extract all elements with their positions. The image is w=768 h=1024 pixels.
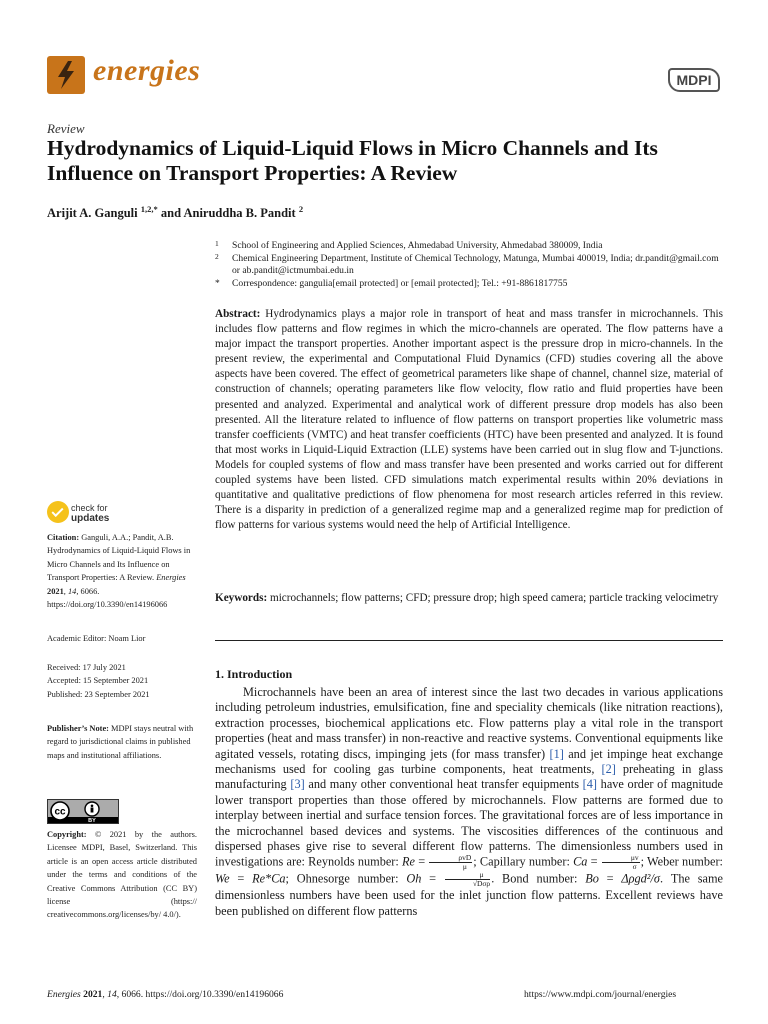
fraction-numerator: μv	[602, 854, 640, 863]
footer-doi-link[interactable]: , 6066. https://doi.org/10.3390/en14196066	[116, 989, 284, 1000]
body-text: and jet impinge heat exchange mechanisms used for cooling gas turbine components, heat treatments,	[215, 746, 724, 777]
citation-link[interactable]: [4]	[582, 777, 597, 792]
author-affiliation-marks: 2	[298, 204, 304, 214]
citation-journal: Energies	[156, 573, 186, 583]
keywords-label: Keywords:	[215, 592, 268, 604]
equation-symbol: Bo	[585, 871, 599, 886]
author-name: Arijit A. Ganguli	[47, 206, 138, 221]
publishers-note-label: Publisher’s Note:	[47, 724, 109, 733]
copyright-text: © 2021 by the authors. Licensee MDPI, Basel, Switzerland. This article is an open access article distributed under the terms and conditions of the Creative Commons Attribution (CC BY) license (https:// creativecommons.org/licenses/by/ 4.0/).	[47, 830, 198, 920]
fraction-numerator: μ	[445, 871, 490, 880]
published-date: Published: 23 September 2021	[47, 689, 150, 699]
article-type: Review	[47, 121, 85, 136]
publishers-note-text: MDPI stays neutral with regard to jurisdictional claims in published maps and institutional affiliations.	[47, 724, 194, 760]
citation-block: Citation: Ganguli, A.A.; Pandit, A.B. Hydrodynamics of Liquid-Liquid Flows in Micro Channels and Its Influence on Transport Properties: A Review. Energies 2021, 14, 6066. https://doi.org/10.3390/en14196066	[47, 533, 191, 610]
equation-expression: Δρgd²/σ	[621, 871, 660, 886]
affiliation-text: School of Engineering and Applied Sciences, Ahmedabad University, Ahmedabad 380009, India	[232, 240, 603, 251]
correspondence-text: Correspondence: gangulia[email protected] or [email protected]; Tel.: +91-8861817755	[232, 277, 568, 289]
affiliation-mark: 2	[215, 251, 219, 261]
fraction-denominator: √Dσρ	[472, 879, 491, 889]
body-text: ; Weber number:	[640, 854, 723, 869]
keywords	[215, 591, 723, 606]
journal-logo-icon	[47, 56, 85, 94]
citation-text: Ganguli, A.A.; Pandit, A.B. Hydrodynamics of Liquid-Liquid Flows in Micro Channels and Its Influence on Transport Properties: A Review.	[47, 533, 191, 583]
footer-journal: Energies	[47, 989, 81, 1000]
equation-expression: Re*Ca	[252, 871, 286, 886]
publication-dates	[47, 661, 197, 701]
affiliation-mark: *	[215, 278, 220, 289]
equation-fraction	[445, 871, 490, 888]
author-affiliation-marks: 1,2,*	[140, 204, 158, 214]
check-updates-icon	[47, 501, 69, 523]
citation-volume: 14	[67, 586, 77, 596]
paper-title: Hydrodynamics of Liquid-Liquid Flows in Micro Channels and Its Influence on Transport Properties: A Review	[47, 136, 658, 185]
equation-symbol: We	[215, 871, 230, 886]
affiliation-text: Chemical Engineering Department, Institute of Chemical Technology, Matunga, Mumbai 400019, India; dr.pandit@gmail.com or ab.pandit@ictmumbai.edu.in	[232, 252, 719, 276]
check-updates-text: check for	[71, 503, 108, 513]
received-date: Received: 17 July 2021	[47, 663, 126, 672]
abstract-label: Abstract:	[215, 308, 261, 320]
body-text: and many other conventional heat transfer equipments	[304, 777, 583, 792]
author-list	[47, 204, 303, 221]
equation-fraction	[429, 854, 472, 871]
author-name: Aniruddha B. Pandit	[183, 206, 296, 221]
abstract	[215, 307, 723, 533]
body-text: ; Capillary number:	[473, 854, 574, 869]
footer-volume: 14	[107, 989, 117, 1000]
cc-by-license-icon[interactable]	[47, 799, 119, 824]
accepted-date: Accepted: 15 September 2021	[47, 676, 149, 686]
fraction-denominator: μ	[462, 862, 467, 872]
citation-doi-link[interactable]: , 6066. https://doi.org/10.3390/en14196066	[47, 586, 168, 610]
introduction-paragraph: Microchannels have been an area of interest since the last two decades in various applications including petroleum industries, emulsification, fine and speciality chemicals (like nitration reactions), extraction processes, biochemical applications etc. Flow patterns play a vital role in the transport properties (heat and mass transfer) in non-reactive and reactive systems. Conventional equipments like agitated vessels, rotating discs, impinging jets (for mass transfer) [1] and jet impinge heat exchange mechanisms used for cooling gas turbine components, heat treatments, [2] preheating in glass manufacturing [3] and many other conventional heat transfer equipments [4] have order of magnitude lower transport properties than those offered by microchannels. Flow patterns are formed due to interplay between inertial and surface tension forces. The gravitational forces are of less importance in the microchannel based devices and systems. The viscosities differences of the continuous and dispersed phases give rise to several different flow patterns. The dimensionless numbers used in investigations are: Reynolds number: Re = $\frac{\text{ρvD}}{\mu}$ ; Capillary number: Ca = $\frac{\mu v}{\sigma}$ ; Weber number: We = Re*Ca; Ohnesorge number: Oh = $\frac{\mu}{\text{√Dσρ}}$ . Bond number: Bo = Δρgd²/σ. The same dimensionless numbers have been used for the inlet junction flow patterns. Excellent reviews have been published on different flow patterns	[215, 685, 724, 918]
body-text: have order of magnitude lower transport properties than those offered by microchannels. Flow patterns are formed due to interplay between inertial and surface tension forces. The gravitational forces are of less importance in the microchannel based devices and systems. The viscosities differences of the continuous and dispersed phases give rise to several different flow patterns. The dimensionless numbers used in investigations are: Reynolds number:	[215, 777, 723, 869]
cc-mark: cc	[54, 806, 66, 818]
affiliation-item	[215, 240, 725, 253]
section-heading: 1. Introduction	[215, 667, 293, 681]
copyright-notice	[47, 828, 197, 922]
affiliations	[215, 240, 725, 290]
footer-year: 2021	[83, 989, 103, 1000]
body-text: ; Ohnesorge number:	[285, 871, 407, 886]
section-divider	[215, 640, 723, 641]
equation-fraction	[602, 854, 640, 871]
citation-label: Citation:	[47, 533, 80, 542]
citation-link[interactable]: [2]	[601, 762, 616, 777]
affiliation-item	[215, 253, 725, 278]
fraction-denominator: σ	[632, 862, 637, 872]
academic-editor: Academic Editor: Noam Lior	[47, 634, 146, 643]
body-text: . Bond number:	[491, 871, 586, 886]
citation-link[interactable]: [1]	[549, 746, 564, 761]
fraction-numerator: ρvD	[429, 854, 472, 863]
body-text: Microchannels have been an area of interest since the last two decades in various applications including petroleum industries, emulsification, fine and speciality chemicals (like nitration reactions), extraction processes, biochemical applications etc. Flow patterns play a vital role in the transport properties (heat and mass transfer) in non-reactive and reactive systems. Conventional equipments like agitated vessels, rotating discs, impinging jets (for mass transfer)	[215, 685, 723, 761]
body-text: . The same dimensionless numbers have been used for the inlet junction flow patterns. Excellent reviews have been published on different flow patterns	[215, 871, 723, 918]
footer-journal-url[interactable]: https://www.mdpi.com/journal/energies	[524, 989, 677, 1000]
affiliation-mark: 1	[215, 239, 219, 248]
publisher-logo: MDPI	[668, 68, 720, 92]
body-text: preheating in glass manufacturing	[215, 762, 724, 792]
check-updates-text: updates	[71, 513, 110, 524]
journal-name: energies	[93, 54, 201, 87]
author-connector: and	[160, 206, 182, 221]
correspondence-item	[215, 278, 725, 291]
citation-year: 2021	[47, 586, 64, 596]
equation-symbol: Oh	[406, 871, 422, 886]
footer-citation: Energies 2021, 14, 6066. https://doi.org/10.3390/en14196066	[47, 989, 284, 1000]
citation-link[interactable]: [3]	[290, 777, 305, 792]
keywords-text: microchannels; flow patterns; CFD; pressure drop; high speed camera; particle tracking velocimetry	[270, 592, 719, 604]
equation-symbol: Ca	[573, 854, 588, 869]
copyright-label: Copyright:	[47, 830, 87, 839]
equation-symbol: Re	[402, 854, 416, 869]
publishers-note	[47, 722, 197, 762]
abstract-text: Hydrodynamics plays a major role in transport of heat and mass transfer in microchannels. This includes flow patterns and flow regimes in which the micro-channels are operated. The flow patterns have a major impact the transport properties. Another important aspect is the pressure drop in micro-channels. In the present review, the experimental and Computational Fluid Dynamics (CFD) studies covering all the above aspects have been covered. The effect of geometrical parameters like shape of channel, channel size, material of construction of channels; operating parameters like flow velocity, flow ratio and fluid properties have been presented and analyzed. Experimental and analytical work of different pressure drop models has also been presented. All the literature related to influence of flow patterns on transport properties like volumetric mass transfer coefficients (VMTC) and heat transfer coefficients (HTC) have been presented and analyzed. It is found that most works in Liquid-Liquid Extraction (LLE) systems have been carried out in slug flow and T-junctions. Models for coupled systems of flow and mass transfer have been presented and works carried out for different coupled systems have been listed. CFD simulations match experimental results within 20% deviations in quantitative and qualitative predictions of flow phenomena for most research articles referred in this review. There is a disparity in prediction of a generalized regime map and a generalized regime map for prediction of flow patterns for various systems would need the help of Artificial Intelligence.	[215, 308, 723, 532]
by-mark: BY	[88, 818, 96, 823]
